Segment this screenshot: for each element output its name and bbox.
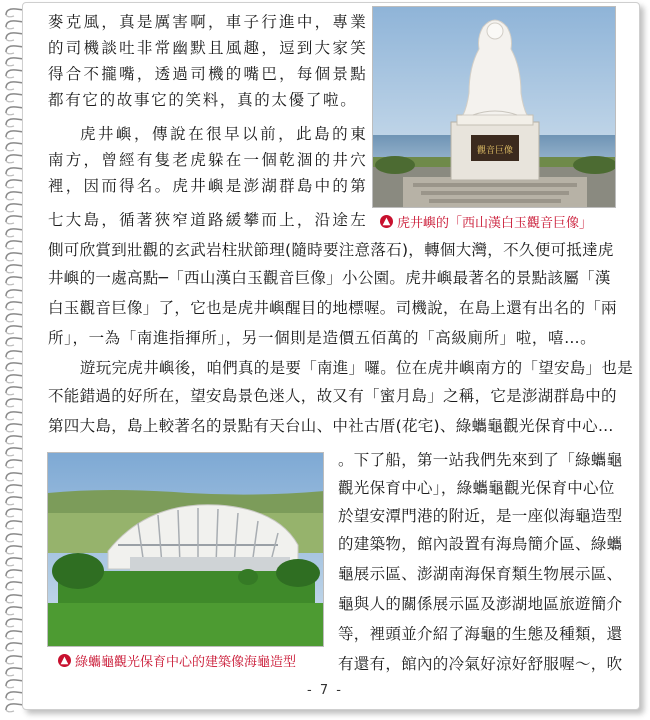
text-line: 於望安潭門港的附近，是一座似海龜造型 bbox=[338, 507, 623, 525]
text-line: 的司機談吐非常幽默且風趣，逗到大家笑 bbox=[48, 39, 366, 57]
guanyin-caption-text: 虎井嶼的「西山漢白玉觀音巨像」 bbox=[397, 216, 593, 231]
text-line: 七大島，循著狹窄道路緩攀而上，沿途左 bbox=[48, 211, 366, 229]
text-line: 龜與人的關係展示區及澎湖地區旅遊簡介 bbox=[338, 595, 623, 613]
text-line: 都有它的故事它的笑料，真的太優了啦。 bbox=[48, 91, 356, 109]
page-number: - 7 - bbox=[307, 683, 343, 698]
text-line: 等，裡頭並介紹了海龜的生態及種類，還 bbox=[338, 625, 623, 643]
text-line: 龜展示區、澎湖南海保育類生物展示區、 bbox=[338, 565, 623, 583]
guanyin-statue-photo bbox=[372, 6, 616, 208]
up-arrow-circle-icon: ▲ bbox=[58, 654, 71, 667]
text-line: 裡，因而得名。虎井嶼是澎湖群島中的第 bbox=[48, 177, 366, 195]
text-line: 所」，一為「南進指揮所」，另一個則是造價五佰萬的「高級廁所」啦，嘻…。 bbox=[48, 329, 596, 347]
guanyin-statue-illustration bbox=[373, 7, 616, 208]
text-line: 得合不攏嘴，透過司機的嘴巴，每個景點 bbox=[48, 65, 366, 83]
turtle-center-illustration bbox=[48, 453, 324, 647]
text-line: 的建築物，館內設置有海鳥簡介區、綠蠵 bbox=[338, 535, 623, 553]
plaque-text: 觀音巨像 bbox=[476, 146, 514, 156]
turtle-center-caption-text: 綠蠵龜觀光保育中心的建築像海龜造型 bbox=[75, 655, 297, 670]
text-line: 不能錯過的好所在，望安島景色迷人，故又有「蜜月島」之稱，它是澎湖群島中的 bbox=[48, 387, 617, 405]
up-arrow-circle-icon: ▲ bbox=[380, 215, 393, 228]
text-line: 南方，曾經有隻老虎躲在一個乾涸的井穴 bbox=[48, 151, 366, 169]
text-line: 。下了船，第一站我們先來到了「綠蠵龜 bbox=[338, 451, 623, 469]
turtle-center-caption bbox=[58, 651, 296, 670]
text-line: 白玉觀音巨像」了，它也是虎井嶼醒目的地標喔。司機說，在島上還有出名的「兩 bbox=[48, 299, 617, 317]
text-line: 井嶼的一處高點─「西山漢白玉觀音巨像」小公園。虎井嶼最著名的景點該屬「漢 bbox=[48, 269, 611, 287]
text-line: 麥克風，真是厲害啊，車子行進中，專業 bbox=[48, 13, 366, 31]
text-line: 側可欣賞到壯觀的玄武岩柱狀節理(隨時要注意落石)，轉個大灣，不久便可抵達虎 bbox=[48, 241, 614, 259]
text-line: 第四大島，島上較著名的景點有天台山、中社古厝(花宅)、綠蠵龜觀光保育中心… bbox=[48, 417, 614, 435]
text-line: 遊玩完虎井嶼後，咱們真的是要「南進」囉。位在虎井嶼南方的「望安島」也是 bbox=[80, 359, 634, 377]
text-line: 虎井嶼，傳說在很早以前，此島的東 bbox=[80, 125, 366, 143]
text-line: 有還有，館內的冷氣好涼好舒服喔～，吹 bbox=[338, 655, 623, 673]
guanyin-caption bbox=[380, 212, 592, 231]
turtle-center-photo bbox=[47, 452, 324, 647]
text-line: 觀光保育中心」，綠蠵龜觀光保育中心位 bbox=[338, 479, 615, 497]
